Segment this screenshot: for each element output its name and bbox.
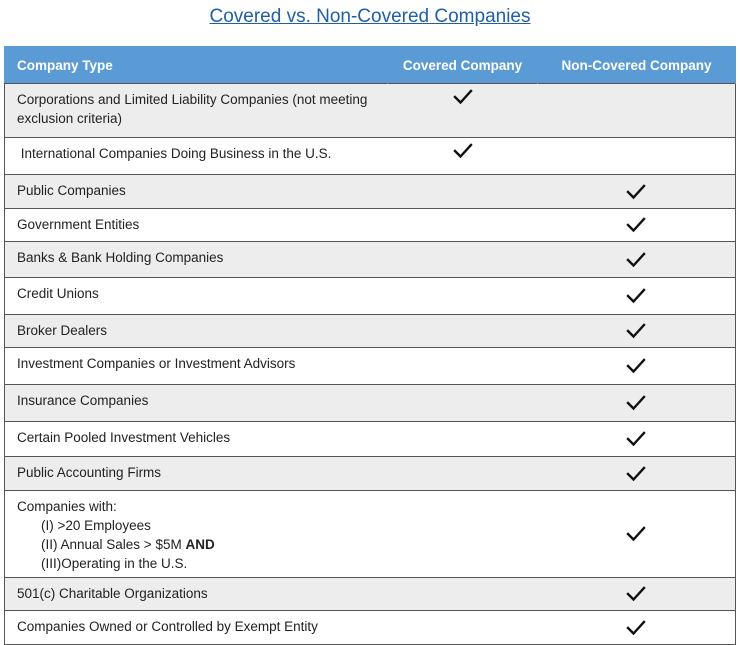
checkmark-icon bbox=[626, 620, 646, 636]
covered-cell bbox=[388, 348, 538, 385]
non-covered-cell bbox=[538, 209, 736, 242]
table-row bbox=[5, 457, 736, 491]
covered-cell bbox=[388, 138, 538, 175]
table-row bbox=[5, 491, 736, 578]
company-type-label: Banks & Bank Holding Companies bbox=[17, 250, 224, 265]
company-type-label: Broker Dealers bbox=[17, 323, 108, 338]
header-non-covered: Non-Covered Company bbox=[538, 47, 736, 84]
checkmark-icon bbox=[626, 358, 646, 374]
criteria-item bbox=[17, 535, 380, 554]
non-covered-cell bbox=[538, 578, 736, 611]
company-type-cell bbox=[5, 315, 388, 348]
criteria-item bbox=[17, 554, 380, 573]
checkmark-icon bbox=[626, 252, 646, 268]
company-type-label: 501(c) Charitable Organizations bbox=[17, 586, 208, 601]
covered-cell bbox=[388, 84, 538, 138]
table-row bbox=[5, 422, 736, 457]
non-covered-cell bbox=[538, 457, 736, 491]
company-type-label: Insurance Companies bbox=[17, 393, 149, 408]
covered-cell bbox=[388, 242, 538, 278]
checkmark-icon bbox=[453, 89, 473, 105]
table-row bbox=[5, 175, 736, 209]
company-type-cell bbox=[5, 138, 388, 175]
company-type-cell bbox=[5, 457, 388, 491]
criteria-conjunction: AND bbox=[185, 537, 215, 552]
company-type-label: Government Entities bbox=[17, 217, 140, 232]
table-row bbox=[5, 84, 736, 138]
company-type-cell bbox=[5, 175, 388, 209]
company-type-cell bbox=[5, 422, 388, 457]
table-row bbox=[5, 138, 736, 175]
checkmark-icon bbox=[626, 466, 646, 482]
company-type-cell bbox=[5, 209, 388, 242]
checkmark-icon bbox=[626, 586, 646, 602]
company-type-label: Public Companies bbox=[17, 183, 126, 198]
company-type-label: Certain Pooled Investment Vehicles bbox=[17, 430, 231, 445]
covered-cell bbox=[388, 457, 538, 491]
company-type-label: Companies with: bbox=[17, 499, 117, 514]
company-type-label: Public Accounting Firms bbox=[17, 465, 162, 480]
page-title: Covered vs. Non-Covered Companies bbox=[209, 6, 531, 27]
covered-cell bbox=[388, 578, 538, 611]
table-row bbox=[5, 578, 736, 611]
non-covered-cell bbox=[538, 611, 736, 645]
checkmark-icon bbox=[453, 143, 473, 159]
checkmark-icon bbox=[626, 526, 646, 542]
company-type-cell bbox=[5, 278, 388, 315]
non-covered-cell bbox=[538, 242, 736, 278]
checkmark-icon bbox=[626, 323, 646, 339]
non-covered-cell bbox=[538, 491, 736, 578]
non-covered-cell bbox=[538, 315, 736, 348]
covered-cell bbox=[388, 611, 538, 645]
table-row bbox=[5, 611, 736, 645]
header-covered: Covered Company bbox=[388, 47, 538, 84]
checkmark-icon bbox=[626, 217, 646, 233]
criteria-text: (III)Operating in the U.S. bbox=[41, 556, 188, 571]
table-row bbox=[5, 209, 736, 242]
company-type-cell bbox=[5, 611, 388, 645]
company-type-cell bbox=[5, 491, 388, 578]
non-covered-cell bbox=[538, 278, 736, 315]
table-row bbox=[5, 315, 736, 348]
company-type-label: Investment Companies or Investment Advisors bbox=[17, 356, 296, 371]
table-row bbox=[5, 385, 736, 422]
table-header-row bbox=[5, 47, 736, 84]
non-covered-cell bbox=[538, 84, 736, 138]
company-type-cell bbox=[5, 242, 388, 278]
non-covered-cell bbox=[538, 422, 736, 457]
checkmark-icon bbox=[626, 184, 646, 200]
non-covered-cell bbox=[538, 348, 736, 385]
covered-cell bbox=[388, 315, 538, 348]
company-type-label: Credit Unions bbox=[17, 286, 99, 301]
table-row bbox=[5, 348, 736, 385]
company-type-cell bbox=[5, 578, 388, 611]
criteria-item bbox=[17, 516, 380, 535]
covered-cell bbox=[388, 175, 538, 209]
table-row bbox=[5, 278, 736, 315]
non-covered-cell bbox=[538, 385, 736, 422]
covered-cell bbox=[388, 385, 538, 422]
checkmark-icon bbox=[626, 431, 646, 447]
company-type-cell bbox=[5, 348, 388, 385]
non-covered-cell bbox=[538, 175, 736, 209]
checkmark-icon bbox=[626, 395, 646, 411]
company-type-label: Corporations and Limited Liability Companies (not meeting exclusion criteria) bbox=[17, 92, 372, 126]
covered-cell bbox=[388, 209, 538, 242]
covered-cell bbox=[388, 491, 538, 578]
non-covered-cell bbox=[538, 138, 736, 175]
table-row bbox=[5, 242, 736, 278]
company-type-label: International Companies Doing Business in the U.S. bbox=[17, 146, 332, 161]
company-type-label: Companies Owned or Controlled by Exempt Entity bbox=[17, 619, 318, 634]
covered-cell bbox=[388, 278, 538, 315]
company-type-cell bbox=[5, 84, 388, 138]
company-type-cell bbox=[5, 385, 388, 422]
criteria-text: (II) Annual Sales > $5M bbox=[41, 537, 182, 552]
checkmark-icon bbox=[626, 288, 646, 304]
comparison-table bbox=[4, 46, 736, 645]
header-company-type: Company Type bbox=[5, 47, 388, 84]
criteria-text: (I) >20 Employees bbox=[41, 518, 151, 533]
covered-cell bbox=[388, 422, 538, 457]
